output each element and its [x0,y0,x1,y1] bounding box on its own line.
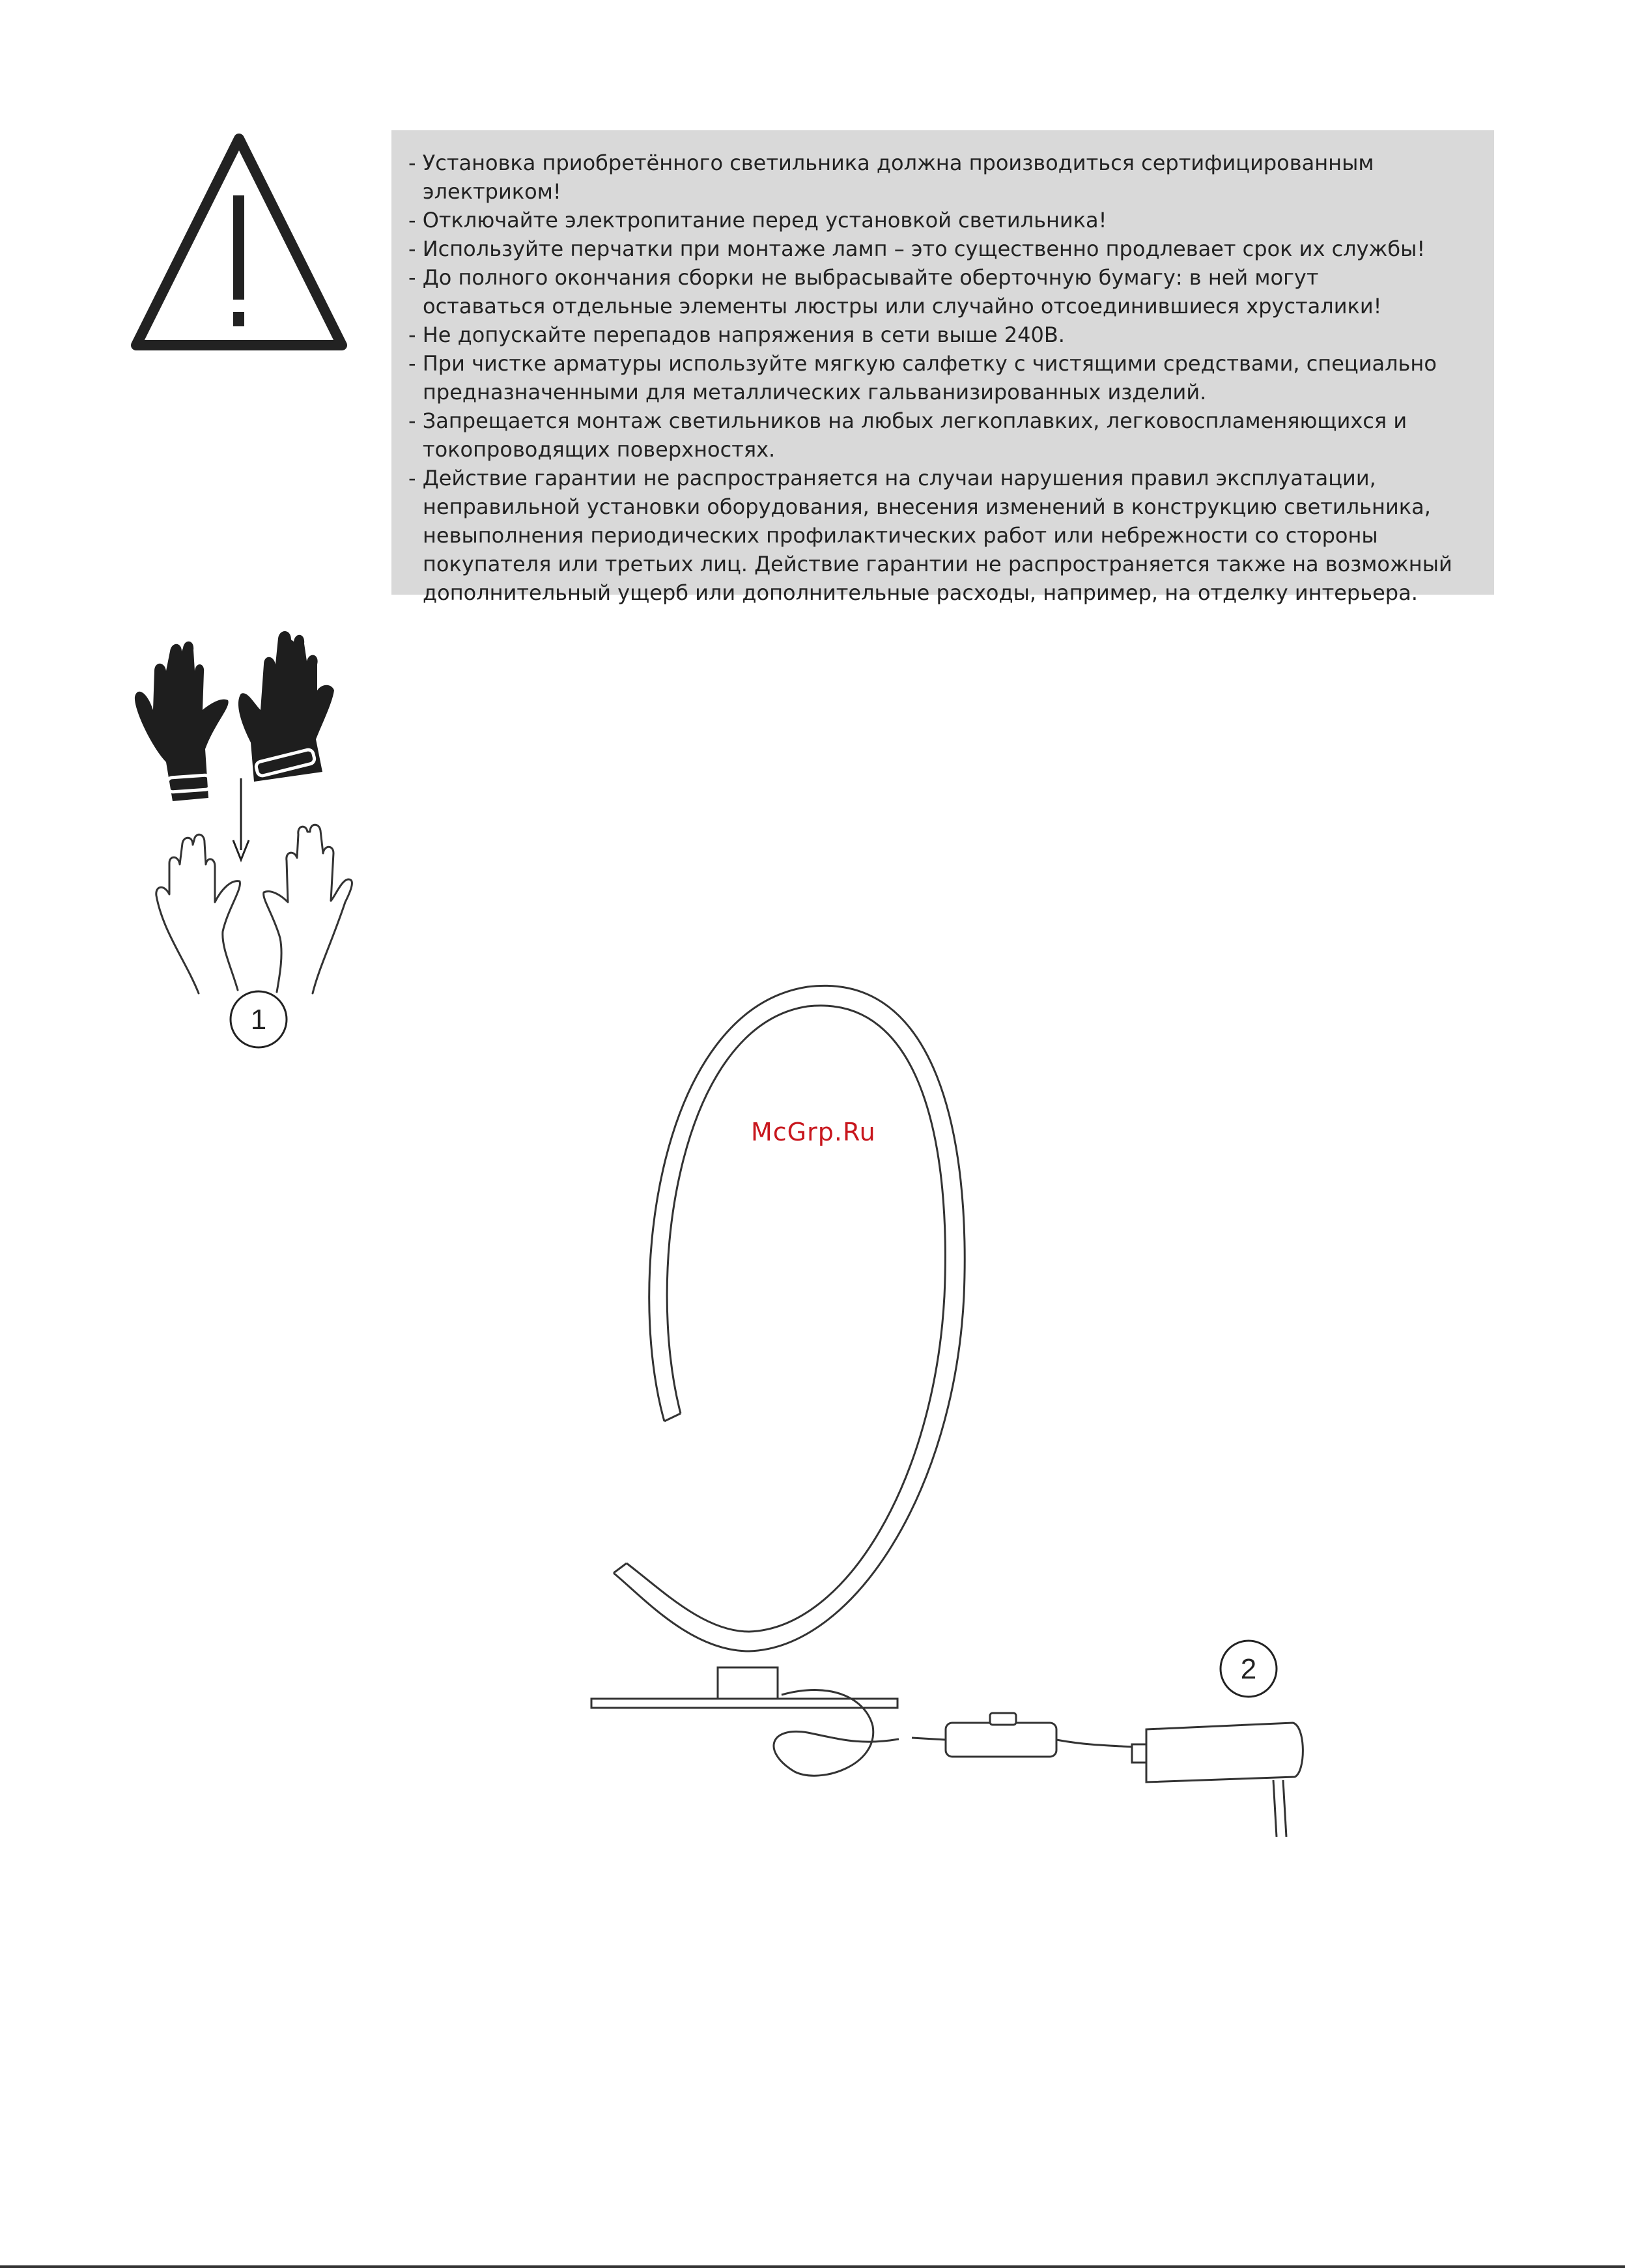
watermark: McGrp.Ru [751,1118,876,1146]
bare-hands-icon [150,817,358,1000]
warning-item: - Запрещается монтаж светильников на любых легкоплавких, легковоспламеняющихся и токопроводящих поверхностях. [408,408,1407,462]
warning-item: - До полного окончания сборки не выбрасывайте оберточную бумагу: в ней могут оставаться отдельные элементы люстры или случайно отсоединившиеся хрусталики! [408,265,1382,319]
warning-item: - Не допускайте перепадов напряжения в сети выше 240В. [408,322,1065,347]
warning-item: - При чистке арматуры используйте мягкую салфетку с чистящими средствами, специально предназначенными для металлических гальванизированных изделий. [408,351,1437,404]
warning-item: - Используйте перчатки при монтаже ламп – это существенно продлевает срок их службы! [408,236,1426,261]
warning-item: - Отключайте электропитание перед установкой светильника! [408,208,1107,233]
callout-1-label: 1 [250,1004,267,1036]
page-bottom-rule [0,2265,1625,2268]
callout-2-label: 2 [1240,1653,1257,1685]
warning-item: - Установка приобретённого светильника должна производиться сертифицированным электриком! [408,150,1374,204]
warning-box [391,130,1494,605]
warning-triangle-icon [127,127,352,352]
callout-1 [228,989,289,1050]
callout-2 [1218,1638,1279,1699]
warning-list [408,149,1494,607]
ring-lamp-illustration [573,971,1335,1850]
warning-item: - Действие гарантии не распространяется на случаи нарушения правил эксплуатации, неправильной установки оборудования, внесения изменений в конструкцию светильника, невыполнения периодических профилактических работ или небрежности со стороны покупателя или третьих лиц. Действие гарантии не распространяется также на возможный дополнительный ущерб или дополнительные расходы, например, на отделку интерьера. [408,466,1452,605]
